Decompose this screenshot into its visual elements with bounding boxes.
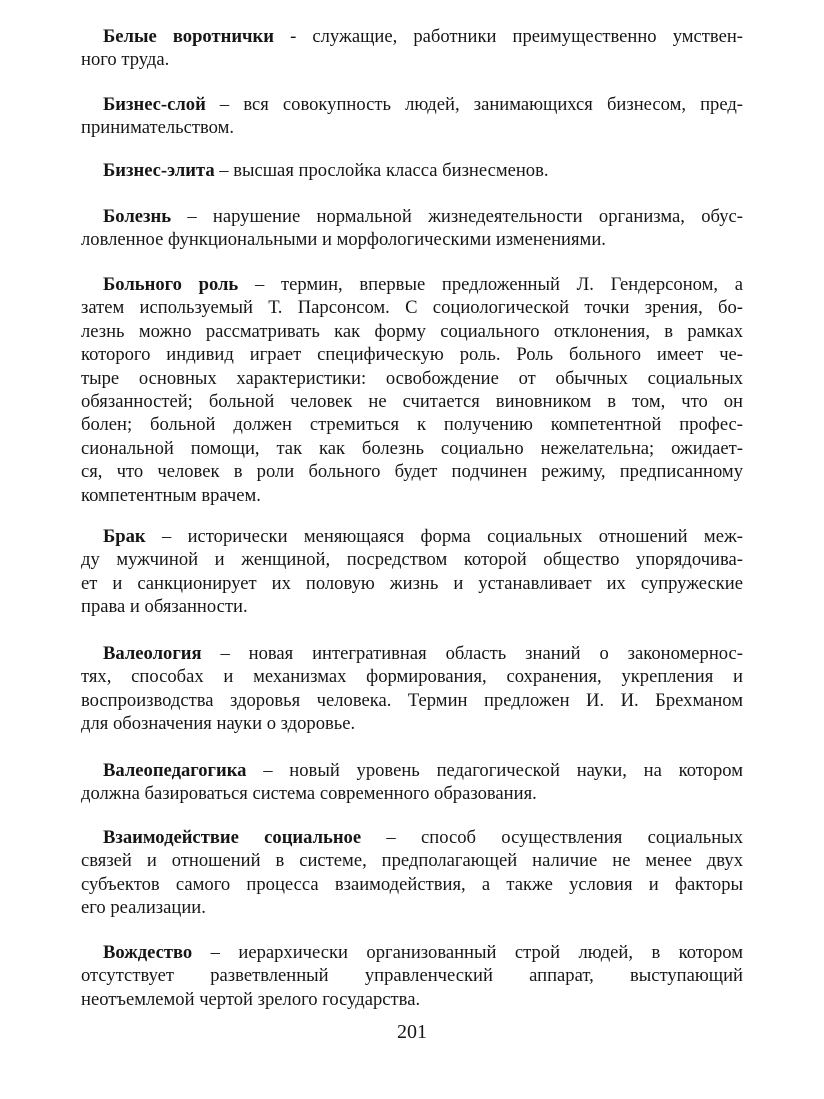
entry-bolezn: [81, 205, 743, 252]
entry-bolnogo-rol: [81, 273, 743, 507]
entry-line: [81, 205, 743, 228]
entry-line: болен; больной должен стремиться к получению компетентной профес-: [81, 414, 743, 436]
entry-line: тях, способах и механизмах формирования, сохранения, укрепления и: [81, 666, 743, 688]
entry-brak: [81, 525, 743, 619]
entry-line: права и обязанности.: [81, 596, 248, 618]
entry-term: Бизнес-слой: [103, 94, 206, 115]
entry-term: Вождество: [103, 942, 193, 963]
entry-line: отсутствует разветвленный управленческий аппарат, выступающий: [81, 965, 743, 987]
entry-line: [81, 25, 743, 48]
entry-definition-text: – новый уровень педагогической науки, на котором: [246, 760, 743, 781]
page-number: 201: [397, 1021, 427, 1043]
entry-term: Больного роль: [103, 274, 239, 295]
entry-line: субъектов самого процесса взаимодействия, а также условия и факторы: [81, 873, 743, 895]
entry-line: [81, 941, 743, 964]
entry-definition-text: – нарушение нормальной жизнедеятельности организма, обус-: [171, 206, 743, 227]
entry-line: [81, 826, 743, 849]
entry-term: Белые воротнички: [103, 26, 274, 47]
entry-valeologiya: [81, 642, 743, 736]
entry-line: связей и отношений в системе, предполагающей наличие не менее двух: [81, 850, 743, 872]
entry-vzaimodeystvie-sotsialnoe: [81, 826, 743, 920]
entry-vozhdestvo: [81, 941, 743, 1011]
entry-line: его реализации.: [81, 897, 206, 919]
entry-term: Взаимодействие социальное: [103, 827, 362, 848]
entry-line: [81, 759, 743, 782]
entry-line: ного труда.: [81, 49, 170, 71]
entry-line: [81, 642, 743, 665]
entry-line: которого индивид играет специфическую роль. Роль больного имеет че-: [81, 344, 743, 366]
entry-line: воспроизводства здоровья человека. Термин предложен И. И. Брехманом: [81, 689, 743, 711]
entry-definition-text: - служащие, работники преимущественно умствен-: [273, 26, 743, 47]
entry-line: обязанностей; больной человек не считается виновником в том, что он: [81, 391, 743, 413]
entry-line: должна базироваться система современного образования.: [81, 783, 537, 805]
entry-line: ся, что человек в роли больного будет подчинен режиму, предписанному: [81, 461, 743, 483]
entry-line: ду мужчиной и женщиной, посредством которой общество упорядочива-: [81, 549, 743, 571]
entry-term: Брак: [103, 526, 146, 547]
entry-definition-text: – вся совокупность людей, занимающихся бизнесом, пред-: [205, 94, 743, 115]
entry-definition-text: – новая интегративная область знаний о закономернос-: [201, 643, 743, 664]
entry-line: [81, 525, 743, 548]
entry-biznes-elita: [81, 159, 743, 182]
entry-line: неотъемлемой чертой зрелого государства.: [81, 988, 421, 1010]
entry-line: лезнь можно рассматривать как форму социального отклонения, в рамках: [81, 320, 743, 342]
entry-term: Валеология: [103, 643, 202, 664]
entry-definition-text: – исторически меняющаяся форма социальных отношений меж-: [145, 526, 743, 547]
entry-line: для обозначения науки о здоровье.: [81, 713, 356, 735]
entry-line: [81, 159, 743, 182]
entry-valeopedagogika: [81, 759, 743, 806]
entry-belye-vorotnichki: [81, 25, 743, 72]
entry-term: Бизнес-элита: [103, 160, 215, 181]
entry-line: [81, 273, 743, 296]
entry-definition-text: – высшая прослойка класса бизнесменов.: [214, 160, 549, 181]
entry-definition-text: – способ осуществления социальных: [361, 827, 743, 848]
entry-term: Болезнь: [103, 206, 172, 227]
entry-line: ловленное функциональными и морфологическими изменениями.: [81, 229, 606, 251]
entry-term: Валеопедагогика: [103, 760, 247, 781]
entry-definition-text: – термин, впервые предложенный Л. Гендерсоном, а: [238, 274, 743, 295]
entry-line: компетентным врачем.: [81, 484, 261, 506]
entry-line: сиональной помощи, так как болезнь социально нежелательна; ожидает-: [81, 437, 743, 459]
entry-line: затем используемый Т. Парсонсом. С социологической точки зрения, бо-: [81, 297, 743, 319]
entry-line: ет и санкционирует их половую жизнь и устанавливает их супружеские: [81, 572, 743, 594]
entry-line: тыре основных характеристики: освобождение от обычных социальных: [81, 367, 743, 389]
entry-line: [81, 93, 743, 116]
entry-line: принимательством.: [81, 117, 235, 139]
entry-definition-text: – иерархически организованный строй людей, в котором: [192, 942, 743, 963]
entry-biznes-sloy: [81, 93, 743, 140]
